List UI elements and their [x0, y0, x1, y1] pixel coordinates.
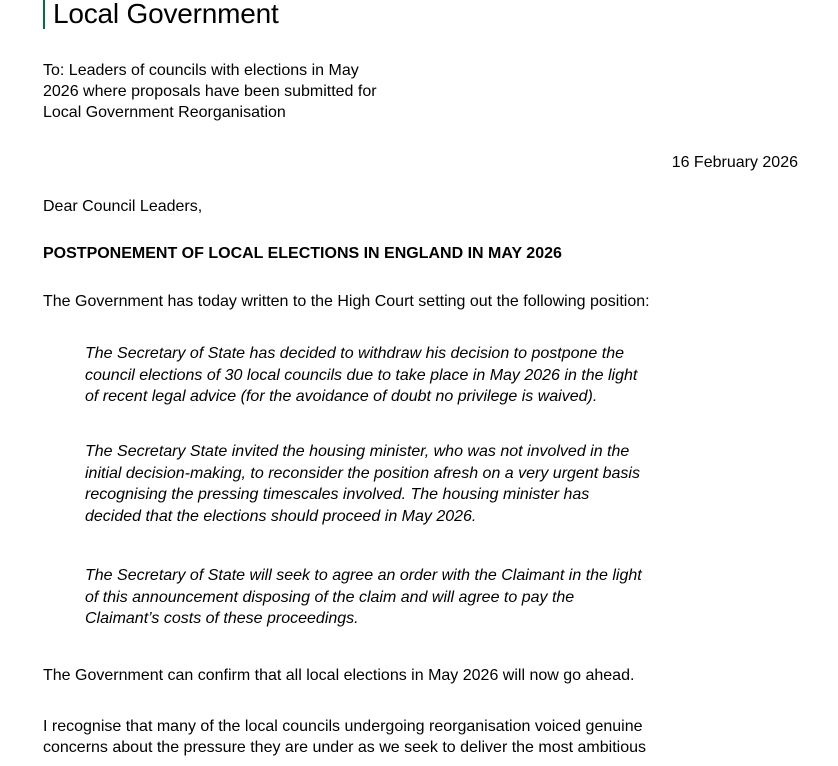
intro-paragraph: The Government has today written to the High Court setting out the following position: — [43, 293, 650, 310]
closing-line: concerns about the pressure they are under as we seek to deliver the most ambitious — [43, 739, 646, 756]
department-name: Local Government — [53, 0, 279, 29]
recipient-line: Local Government Reorganisation — [43, 104, 286, 121]
recipient-line: 2026 where proposals have been submitted for — [43, 83, 377, 100]
closing-paragraph — [43, 716, 646, 758]
letter-subject: POSTPONEMENT OF LOCAL ELECTIONS IN ENGLAND IN MAY 2026 — [43, 245, 562, 262]
quoted-paragraph — [85, 441, 640, 527]
salutation: Dear Council Leaders, — [43, 198, 203, 215]
closing-line: I recognise that many of the local councils undergoing reorganisation voiced genuine — [43, 718, 643, 735]
recipient-block — [43, 60, 377, 123]
confirmation-paragraph: The Government can confirm that all local elections in May 2026 will now go ahead. — [43, 667, 635, 684]
quote-line: initial decision-making, to reconsider the position afresh on a very urgent basis — [85, 464, 640, 482]
quote-line: recognising the pressing timescales involved. The housing minister has — [85, 486, 590, 503]
quote-line: decided that the elections should proceed in May 2026. — [85, 507, 477, 525]
quote-line: The Secretary of State will seek to agree an order with the Claimant in the light — [85, 567, 642, 584]
quote-line: The Secretary of State has decided to withdraw his decision to postpone the — [85, 345, 624, 362]
quote-line: of recent legal advice (for the avoidance of doubt no privilege is waived). — [85, 388, 598, 405]
crest-divider-bar — [43, 0, 45, 29]
quote-line: The Secretary State invited the housing minister, who was not involved in the — [85, 443, 630, 460]
letter-date: 16 February 2026 — [671, 154, 798, 171]
quote-line: council elections of 30 local councils due to take place in May 2026 in the light — [85, 366, 638, 384]
quote-line: Claimant’s costs of these proceedings. — [85, 610, 359, 627]
recipient-line: To: Leaders of councils with elections in May — [43, 62, 359, 79]
quoted-paragraph — [85, 565, 642, 630]
quote-line: of this announcement disposing of the claim and will agree to pay the — [85, 588, 575, 606]
department-header — [43, 0, 279, 32]
quoted-paragraph — [85, 343, 637, 408]
